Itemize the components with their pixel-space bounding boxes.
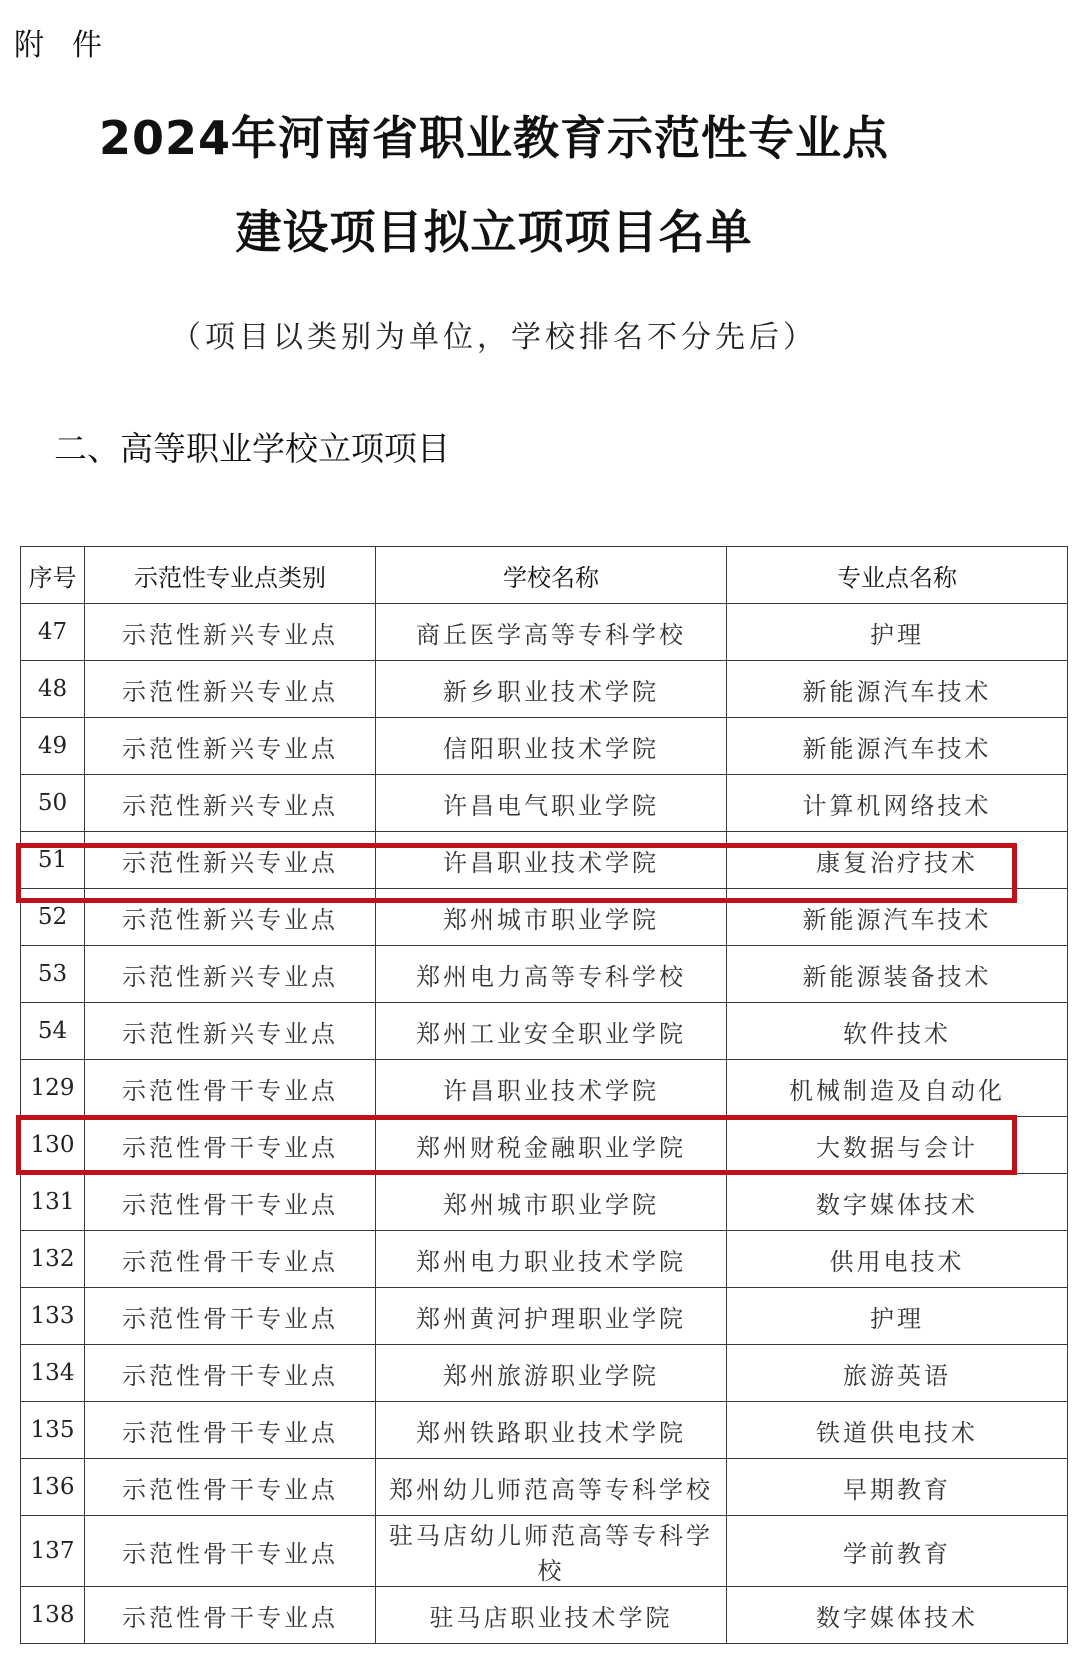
cell-no: 130 <box>21 1117 85 1174</box>
cell-school: 郑州旅游职业学院 <box>376 1345 727 1402</box>
cell-major: 数字媒体技术 <box>727 1587 1068 1644</box>
cell-major: 护理 <box>727 1288 1068 1345</box>
table-row <box>21 1516 1068 1587</box>
cell-school: 郑州铁路职业技术学院 <box>376 1402 727 1459</box>
cell-no: 134 <box>21 1345 85 1402</box>
table-row <box>21 718 1068 775</box>
cell-major: 大数据与会计 <box>727 1117 1068 1174</box>
table-row <box>21 1174 1068 1231</box>
cell-school: 郑州城市职业学院 <box>376 889 727 946</box>
cell-category: 示范性骨干专业点 <box>85 1174 376 1231</box>
cell-major: 新能源装备技术 <box>727 946 1068 1003</box>
document-title-line-2: 建设项目拟立项项目名单 <box>235 205 753 259</box>
section-heading: 二、高等职业学校立项项目 <box>54 429 450 468</box>
table-row <box>21 1402 1068 1459</box>
cell-no: 53 <box>21 946 85 1003</box>
table-row <box>21 1003 1068 1060</box>
cell-major: 计算机网络技术 <box>727 775 1068 832</box>
cell-school: 新乡职业技术学院 <box>376 661 727 718</box>
table-row <box>21 1459 1068 1516</box>
cell-no: 47 <box>21 604 85 661</box>
table-row <box>21 1117 1068 1174</box>
cell-school: 许昌职业技术学院 <box>376 1060 727 1117</box>
cell-school: 许昌职业技术学院 <box>376 832 727 889</box>
table-row <box>21 1345 1068 1402</box>
table-row <box>21 946 1068 1003</box>
attachment-label: 附件 <box>14 28 130 63</box>
table-row <box>21 1060 1068 1117</box>
cell-category: 示范性新兴专业点 <box>85 718 376 775</box>
cell-major: 新能源汽车技术 <box>727 718 1068 775</box>
cell-no: 132 <box>21 1231 85 1288</box>
table-row <box>21 1231 1068 1288</box>
cell-school: 许昌电气职业学院 <box>376 775 727 832</box>
cell-school: 郑州财税金融职业学院 <box>376 1117 727 1174</box>
cell-school: 郑州城市职业学院 <box>376 1174 727 1231</box>
table-body <box>21 604 1068 1644</box>
cell-category: 示范性骨干专业点 <box>85 1060 376 1117</box>
cell-no: 51 <box>21 832 85 889</box>
cell-category: 示范性骨干专业点 <box>85 1459 376 1516</box>
column-header-category: 示范性专业点类别 <box>85 547 376 604</box>
cell-category: 示范性骨干专业点 <box>85 1587 376 1644</box>
document-title-line-1: 2024年河南省职业教育示范性专业点 <box>98 111 890 165</box>
table-row <box>21 604 1068 661</box>
cell-category: 示范性骨干专业点 <box>85 1516 376 1587</box>
cell-category: 示范性新兴专业点 <box>85 889 376 946</box>
cell-no: 48 <box>21 661 85 718</box>
cell-category: 示范性新兴专业点 <box>85 1003 376 1060</box>
cell-school: 郑州黄河护理职业学院 <box>376 1288 727 1345</box>
cell-category: 示范性骨干专业点 <box>85 1231 376 1288</box>
table-row <box>21 775 1068 832</box>
table-row <box>21 661 1068 718</box>
cell-category: 示范性骨干专业点 <box>85 1345 376 1402</box>
cell-no: 54 <box>21 1003 85 1060</box>
cell-major: 机械制造及自动化 <box>727 1060 1068 1117</box>
cell-school: 商丘医学高等专科学校 <box>376 604 727 661</box>
table-row <box>21 1587 1068 1644</box>
table-row <box>21 1288 1068 1345</box>
cell-major: 数字媒体技术 <box>727 1174 1068 1231</box>
cell-major: 早期教育 <box>727 1459 1068 1516</box>
cell-no: 136 <box>21 1459 85 1516</box>
cell-category: 示范性新兴专业点 <box>85 661 376 718</box>
cell-category: 示范性新兴专业点 <box>85 832 376 889</box>
cell-no: 50 <box>21 775 85 832</box>
cell-no: 135 <box>21 1402 85 1459</box>
cell-category: 示范性新兴专业点 <box>85 775 376 832</box>
cell-category: 示范性骨干专业点 <box>85 1117 376 1174</box>
column-header-no: 序号 <box>21 547 85 604</box>
column-header-major: 专业点名称 <box>727 547 1068 604</box>
cell-no: 52 <box>21 889 85 946</box>
project-list-table <box>20 546 1068 1644</box>
table-row <box>21 832 1068 889</box>
cell-school: 郑州电力职业技术学院 <box>376 1231 727 1288</box>
cell-no: 49 <box>21 718 85 775</box>
table-header-row <box>21 547 1068 604</box>
cell-school: 郑州幼儿师范高等专科学校 <box>376 1459 727 1516</box>
cell-school: 信阳职业技术学院 <box>376 718 727 775</box>
cell-category: 示范性骨干专业点 <box>85 1288 376 1345</box>
cell-no: 138 <box>21 1587 85 1644</box>
document-subtitle: （项目以类别为单位，学校排名不分先后） <box>171 320 817 355</box>
cell-major: 护理 <box>727 604 1068 661</box>
cell-category: 示范性新兴专业点 <box>85 946 376 1003</box>
cell-major: 新能源汽车技术 <box>727 661 1068 718</box>
cell-category: 示范性新兴专业点 <box>85 604 376 661</box>
cell-school: 驻马店职业技术学院 <box>376 1587 727 1644</box>
column-header-school: 学校名称 <box>376 547 727 604</box>
cell-major: 学前教育 <box>727 1516 1068 1587</box>
cell-major: 软件技术 <box>727 1003 1068 1060</box>
cell-major: 供用电技术 <box>727 1231 1068 1288</box>
cell-no: 131 <box>21 1174 85 1231</box>
cell-category: 示范性骨干专业点 <box>85 1402 376 1459</box>
cell-no: 129 <box>21 1060 85 1117</box>
cell-no: 133 <box>21 1288 85 1345</box>
cell-major: 康复治疗技术 <box>727 832 1068 889</box>
cell-school: 郑州工业安全职业学院 <box>376 1003 727 1060</box>
cell-school: 驻马店幼儿师范高等专科学校 <box>376 1516 727 1587</box>
cell-no: 137 <box>21 1516 85 1587</box>
cell-major: 铁道供电技术 <box>727 1402 1068 1459</box>
cell-school: 郑州电力高等专科学校 <box>376 946 727 1003</box>
table-row <box>21 889 1068 946</box>
cell-major: 新能源汽车技术 <box>727 889 1068 946</box>
cell-major: 旅游英语 <box>727 1345 1068 1402</box>
